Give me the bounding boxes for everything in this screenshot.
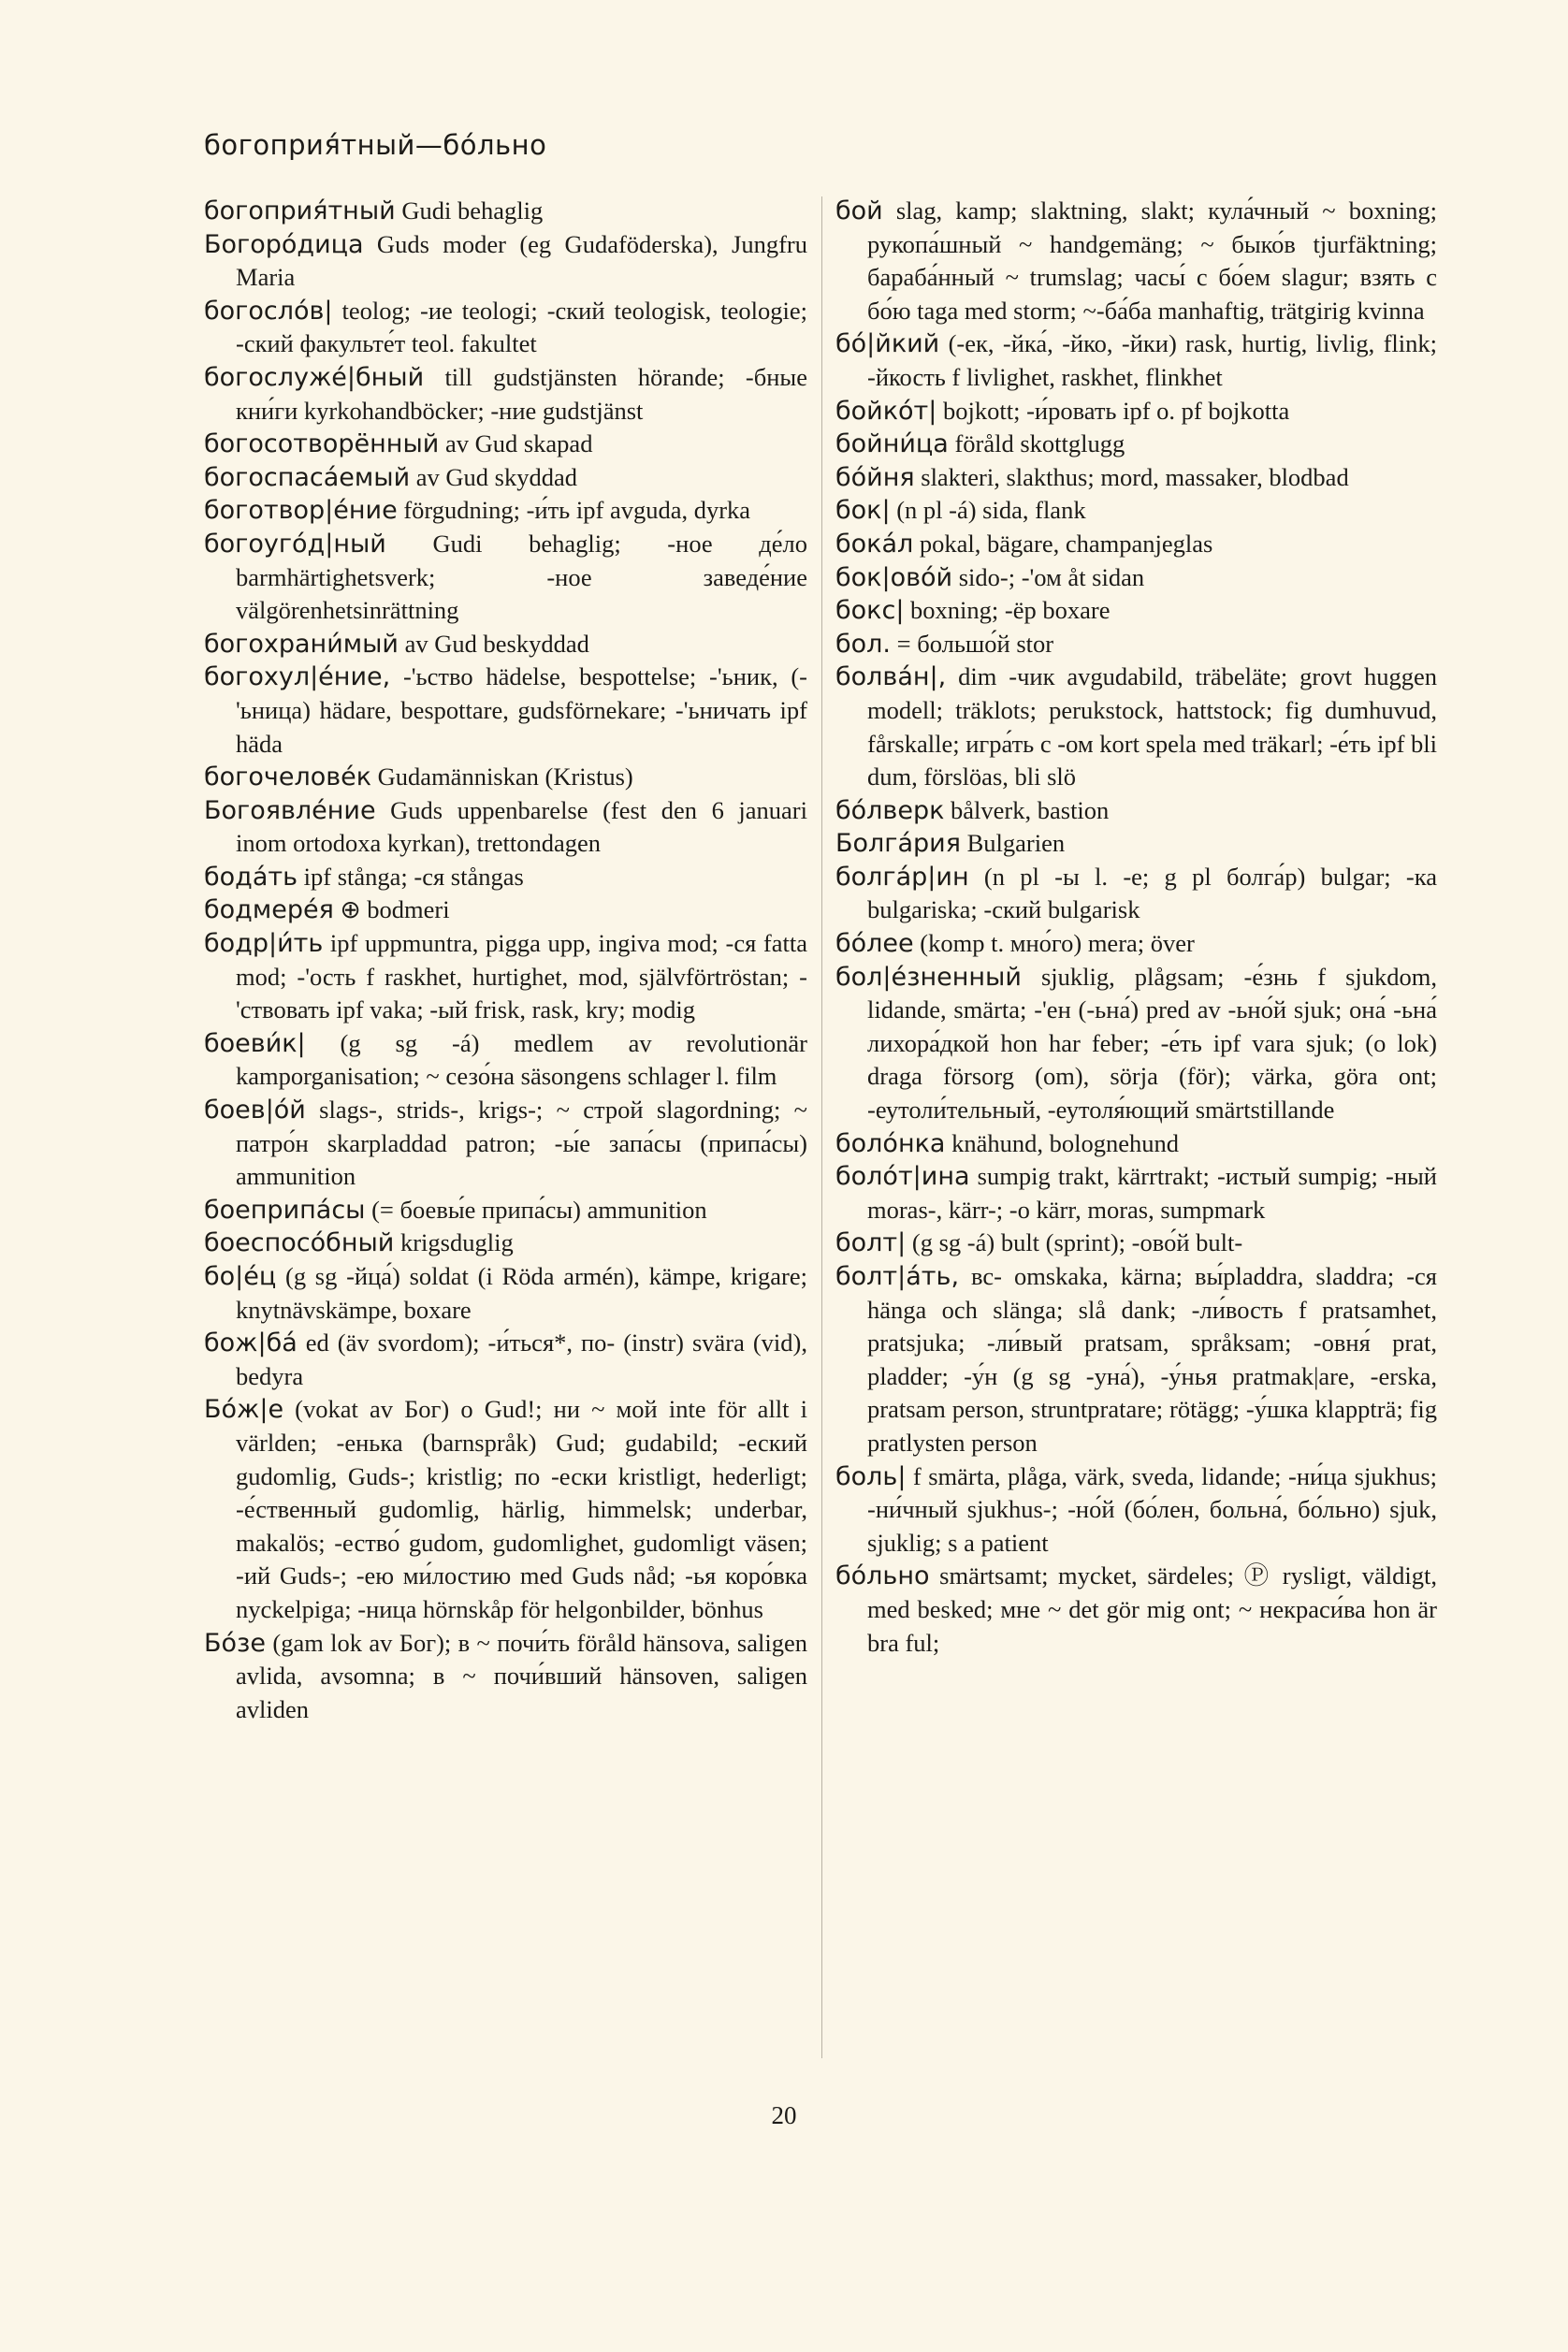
entry-definition: (-ек, -йка́, -йко, -йки) rask, hurtig, livlig, flink; -йкость f livlighet, raskhet, flinkhet xyxy=(867,329,1437,391)
entry-definition: sjuklig, plågsam; -е́знь f sjukdom, lidande, smärta; -'ен (-ьна́) pred av -ьно́й sjuk; она́ -ьна́ лихора́дкой hon har feber; -е́ть ipf vara sjuk; (o lok) draga försorg (om), sörja (för); värka, göra ont; -еутоли́тельный, -еутоля́ющий smärtstillande xyxy=(867,962,1437,1125)
dictionary-entry xyxy=(204,1194,807,1227)
entry-headword: Бо́ж|е xyxy=(204,1395,284,1425)
entry-headword: богохрани́мый xyxy=(204,629,399,659)
entry-definition: ⊕ bodmeri xyxy=(333,895,450,924)
entry-definition: (n pl -á) sida, flank xyxy=(890,496,1086,525)
entry-definition: (g sg -á) medlem av revolutionär kamporganisation; ~ сезо́на säsongens schlager l. film xyxy=(236,1028,807,1091)
dictionary-entry xyxy=(835,561,1437,595)
entry-definition: föråld skottglugg xyxy=(948,429,1125,458)
entry-definition: slags-, strids-, krigs-; ~ строй slagordning; ~ патро́н skarpladdad patron; -ы́е запа́сы (припа́сы) ammunition xyxy=(236,1096,807,1191)
dictionary-entry xyxy=(204,528,807,628)
dictionary-entry xyxy=(835,428,1437,461)
dictionary-entry xyxy=(204,1260,807,1327)
entry-headword: боготвор|е́ние xyxy=(204,496,398,526)
column-divider xyxy=(821,196,822,2058)
entry-headword: болга́р|ин xyxy=(835,862,969,892)
entry-definition: Guds uppenbarelse (fest den 6 januari inom ortodoxa kyrkan), trettondagen xyxy=(236,795,807,858)
entry-headword: бо́лверк xyxy=(835,795,945,825)
dictionary-entry xyxy=(835,395,1437,428)
dictionary-entry xyxy=(835,195,1437,327)
entry-headword: бодмере́я xyxy=(204,895,334,925)
dictionary-entry xyxy=(835,461,1437,495)
entry-definition: bålverk, bastion xyxy=(944,795,1110,824)
entry-headword: боль| xyxy=(835,1461,907,1491)
entry-definition: sumpig trakt, kärrtrakt; -истый sumpig; -ный moras-, kärr-; -о kärr, moras, sumpmark xyxy=(867,1162,1437,1224)
entry-definition: ed (äv svordom); -и́ться*, по- (instr) svära (vid), bedyra xyxy=(236,1328,807,1390)
entry-headword: Болга́рия xyxy=(835,829,961,859)
dictionary-entry xyxy=(204,1227,807,1260)
entry-headword: бокс| xyxy=(835,596,905,626)
dictionary-entry xyxy=(835,1227,1437,1260)
entry-headword: боло́нка xyxy=(835,1128,946,1158)
entry-headword: бода́ть xyxy=(204,862,298,892)
entry-headword: бол|е́зненный xyxy=(835,962,1022,992)
entry-definition: Gudi behaglig; -ное де́ло barmhärtighetsverk; -ное заведе́ние välgörenhetsinrättning xyxy=(236,529,807,625)
dictionary-entry xyxy=(204,1393,807,1626)
entry-definition: (g sg -á) bult (sprint); -ово́й bult- xyxy=(906,1228,1243,1257)
entry-headword: болт|а́ть, xyxy=(835,1262,960,1291)
entry-definition: förgudning; -и́ть ipf avguda, dyrka xyxy=(397,496,751,525)
entry-definition: pokal, bägare, champanjeglas xyxy=(913,529,1213,558)
entry-headword: болва́н|, xyxy=(835,662,947,692)
entry-definition: ipf stånga; -ся stångas xyxy=(298,862,524,891)
entry-headword: Бо́зе xyxy=(204,1628,267,1658)
dictionary-entry xyxy=(835,628,1437,661)
entry-definition: (komp t. мно́го) mera; över xyxy=(913,929,1195,958)
entry-headword: богоспаса́емый xyxy=(204,462,411,492)
entry-headword: бо|е́ц xyxy=(204,1262,277,1291)
entry-definition: av Gud skyddad xyxy=(410,462,578,491)
entry-headword: бо́йня xyxy=(835,462,915,492)
dictionary-entry xyxy=(835,1260,1437,1460)
running-head: богоприя́тный—бо́льно xyxy=(204,129,547,161)
dictionary-entry xyxy=(204,461,807,495)
entry-definition: (vokat av Бог) o Gud!; ни ~ мой inte för allt i världen; -енька (barnspråk) Gud; gudabild; -еский gudomlig, Guds-; kristlig; по -ески kristligt, hederligt; -е́ственный gudomlig, härlig, himmelsk; underbar, makalös; -ество́ gudom, gudomlighet, gudomligt väsen; -ий Guds-; -ею ми́лостию med Guds nåd; -ья коро́вка nyckelpiga; -ница hörnskåp för helgonbilder, bönhus xyxy=(236,1395,807,1623)
entry-headword: боеспосо́бный xyxy=(204,1228,395,1258)
entry-headword: богоуго́д|ный xyxy=(204,529,386,559)
entry-headword: бок|ово́й xyxy=(835,562,953,592)
dictionary-entry xyxy=(835,494,1437,528)
entry-headword: бо́|йкий xyxy=(835,329,940,359)
right-column xyxy=(835,195,1437,1660)
entry-definition: Guds moder (eg Gudaföderska), Jungfru Maria xyxy=(236,229,807,292)
entry-definition: -'ьство hädelse, bespottelse; -'ьник, (-'ьница) hädare, bespottare, gudsförnekare; -'ьничать ipf häda xyxy=(236,662,807,758)
entry-definition: (= боевы́е припа́сы) ammunition xyxy=(365,1195,707,1224)
entry-headword: бойко́т| xyxy=(835,396,937,426)
dictionary-entry xyxy=(835,528,1437,561)
entry-headword: бок| xyxy=(835,496,891,526)
dictionary-entry xyxy=(835,1460,1437,1561)
dictionary-entry xyxy=(204,861,807,894)
entry-definition: bojkott; -и́ровать ipf o. pf bojkotta xyxy=(936,396,1290,425)
dictionary-entry xyxy=(204,195,807,228)
dictionary-entry xyxy=(835,927,1437,961)
entry-headword: боло́т|ина xyxy=(835,1162,970,1192)
entry-headword: бо́лее xyxy=(835,929,914,959)
dictionary-entry xyxy=(835,861,1437,927)
dictionary-entry xyxy=(204,494,807,528)
page-number: 20 xyxy=(771,2101,797,2129)
entry-headword: боеприпа́сы xyxy=(204,1195,366,1225)
entry-definition: till gudstjänsten hörande; -бные кни́ги kyrkohandböcker; -ние gudstjänst xyxy=(236,362,807,425)
dictionary-entry xyxy=(204,1094,807,1194)
dictionary-entry xyxy=(204,228,807,295)
dictionary-entry xyxy=(835,827,1437,861)
dictionary-entry xyxy=(835,327,1437,394)
dictionary-entry xyxy=(835,1560,1437,1660)
entry-definition: Bulgarien xyxy=(960,829,1066,858)
entry-definition: (gam lok av Бог); в ~ почи́ть föråld hänsova, saligen avlida, avsomna; в ~ почи́вший hänsoven, saligen avliden xyxy=(236,1628,807,1723)
entry-headword: богочелове́к xyxy=(204,762,372,792)
entry-headword: бож|ба́ xyxy=(204,1328,298,1358)
entry-headword: бол. xyxy=(835,629,892,659)
dictionary-entry xyxy=(204,1327,807,1393)
entry-definition: av Gud skapad xyxy=(439,429,593,458)
entry-headword: Богоро́дица xyxy=(204,229,364,259)
dictionary-entry xyxy=(204,361,807,428)
left-column xyxy=(204,195,807,1726)
entry-definition: dim -чик avgudabild, träbeläte; grovt huggen modell; träklots; perukstock, hattstock; fig dumhuvud, fårskalle; игра́ть с -ом kort spela med träkarl; -е́ть ipf bli dum, förslöas, bli slö xyxy=(867,662,1437,791)
dictionary-entry xyxy=(204,1627,807,1727)
dictionary-entry xyxy=(204,1027,807,1094)
entry-headword: бойни́ца xyxy=(835,429,949,459)
entry-definition: teolog; -ие teologi; -ский teologisk, teologie; -ский факульте́т teol. fakultet xyxy=(236,296,807,358)
entry-headword: богослуже́|бный xyxy=(204,362,425,392)
entry-definition: krigsduglig xyxy=(394,1228,514,1257)
entry-definition: Gudi behaglig xyxy=(395,196,544,225)
entry-definition: smärtsamt; mycket, särdeles; Ⓟ rysligt, väldigt, med besked; мне ~ det gör mig ont; ~ некраси́ва hon är bra ful; xyxy=(867,1561,1437,1657)
dictionary-entry xyxy=(204,428,807,461)
dictionary-entry xyxy=(204,893,807,927)
dictionary-entry xyxy=(204,295,807,361)
entry-definition: Gudamänniskan (Kristus) xyxy=(371,762,633,791)
dictionary-entry xyxy=(204,794,807,861)
entry-headword: болт| xyxy=(835,1228,907,1258)
entry-definition: (g sg -йца́) soldat (i Röda armén), kämpe, krigare; knytnävskämpe, boxare xyxy=(236,1262,807,1324)
entry-definition: (n pl -ы l. -е; g pl болга́р) bulgar; -ка bulgariska; -ский bulgarisk xyxy=(867,862,1437,924)
dictionary-entry xyxy=(835,1160,1437,1227)
entry-definition: av Gud beskyddad xyxy=(398,629,589,658)
entry-definition: knähund, bolognehund xyxy=(945,1128,1179,1157)
entry-headword: бой xyxy=(835,196,883,225)
dictionary-entry xyxy=(835,661,1437,793)
entry-headword: богоприя́тный xyxy=(204,196,396,225)
entry-definition: вс- omskaka, kärna; вы́pladdra, sladdra; -ся hänga och slänga; slå dank; -ли́вость f pratsamhet, pratsjuka; -ли́вый pratsam, språksam; -овня́ prat, pladder; -у́н (g sg -уна́), -у́нья pratmak|are, -erska, pratsam person, struntpratare; rötägg; -у́шка klappträ; fig pratlysten person xyxy=(867,1262,1437,1457)
entry-definition: ipf uppmuntra, pigga upp, ingiva mod; -ся fatta mod; -'ость f raskhet, hurtighet, mod, självförtröstan; -'ствовать ipf vaka; -ый frisk, rask, kry; modig xyxy=(236,929,807,1024)
entry-headword: бо́льно xyxy=(835,1561,930,1591)
entry-definition: sido-; -'ом åt sidan xyxy=(952,562,1145,591)
dictionary-entry xyxy=(204,927,807,1027)
dictionary-entry xyxy=(204,661,807,761)
entry-definition: f smärta, plåga, värk, sveda, lidande; -ни́ца sjukhus; -ни́чный sjukhus-; -но́й (бо́лен, больна́, бо́льно) sjuk, sjuklig; s a patient xyxy=(867,1461,1437,1557)
dictionary-entry xyxy=(835,794,1437,828)
entry-definition: slakteri, slakthus; mord, massaker, blodbad xyxy=(914,462,1349,491)
entry-headword: богохул|е́ние, xyxy=(204,662,391,692)
entry-headword: богосло́в| xyxy=(204,296,333,326)
dictionary-entry xyxy=(835,594,1437,628)
entry-headword: боеви́к| xyxy=(204,1028,306,1058)
entry-headword: боев|о́й xyxy=(204,1096,306,1125)
entry-headword: бока́л xyxy=(835,529,914,559)
dictionary-entry xyxy=(835,1127,1437,1161)
entry-definition: slag, kamp; slaktning, slakt; кула́чный ~ boxning; рукопа́шный ~ handgemäng; ~ быко́в tjurfäktning; бараба́нный ~ trumslag; часы́ с бо́ем slagur; взять с бо́ю taga med storm; ~-ба́ба manhaftig, trätgirig kvinna xyxy=(867,196,1437,325)
entry-definition: boxning; -ёр boxare xyxy=(904,596,1111,625)
entry-definition: = большо́й stor xyxy=(891,629,1054,658)
dictionary-entry xyxy=(835,961,1437,1127)
dictionary-entry xyxy=(204,761,807,794)
dictionary-entry xyxy=(204,628,807,661)
entry-headword: Богоявле́ние xyxy=(204,795,376,825)
entry-headword: бодр|и́ть xyxy=(204,929,324,959)
entry-headword: богосотворённый xyxy=(204,429,440,459)
